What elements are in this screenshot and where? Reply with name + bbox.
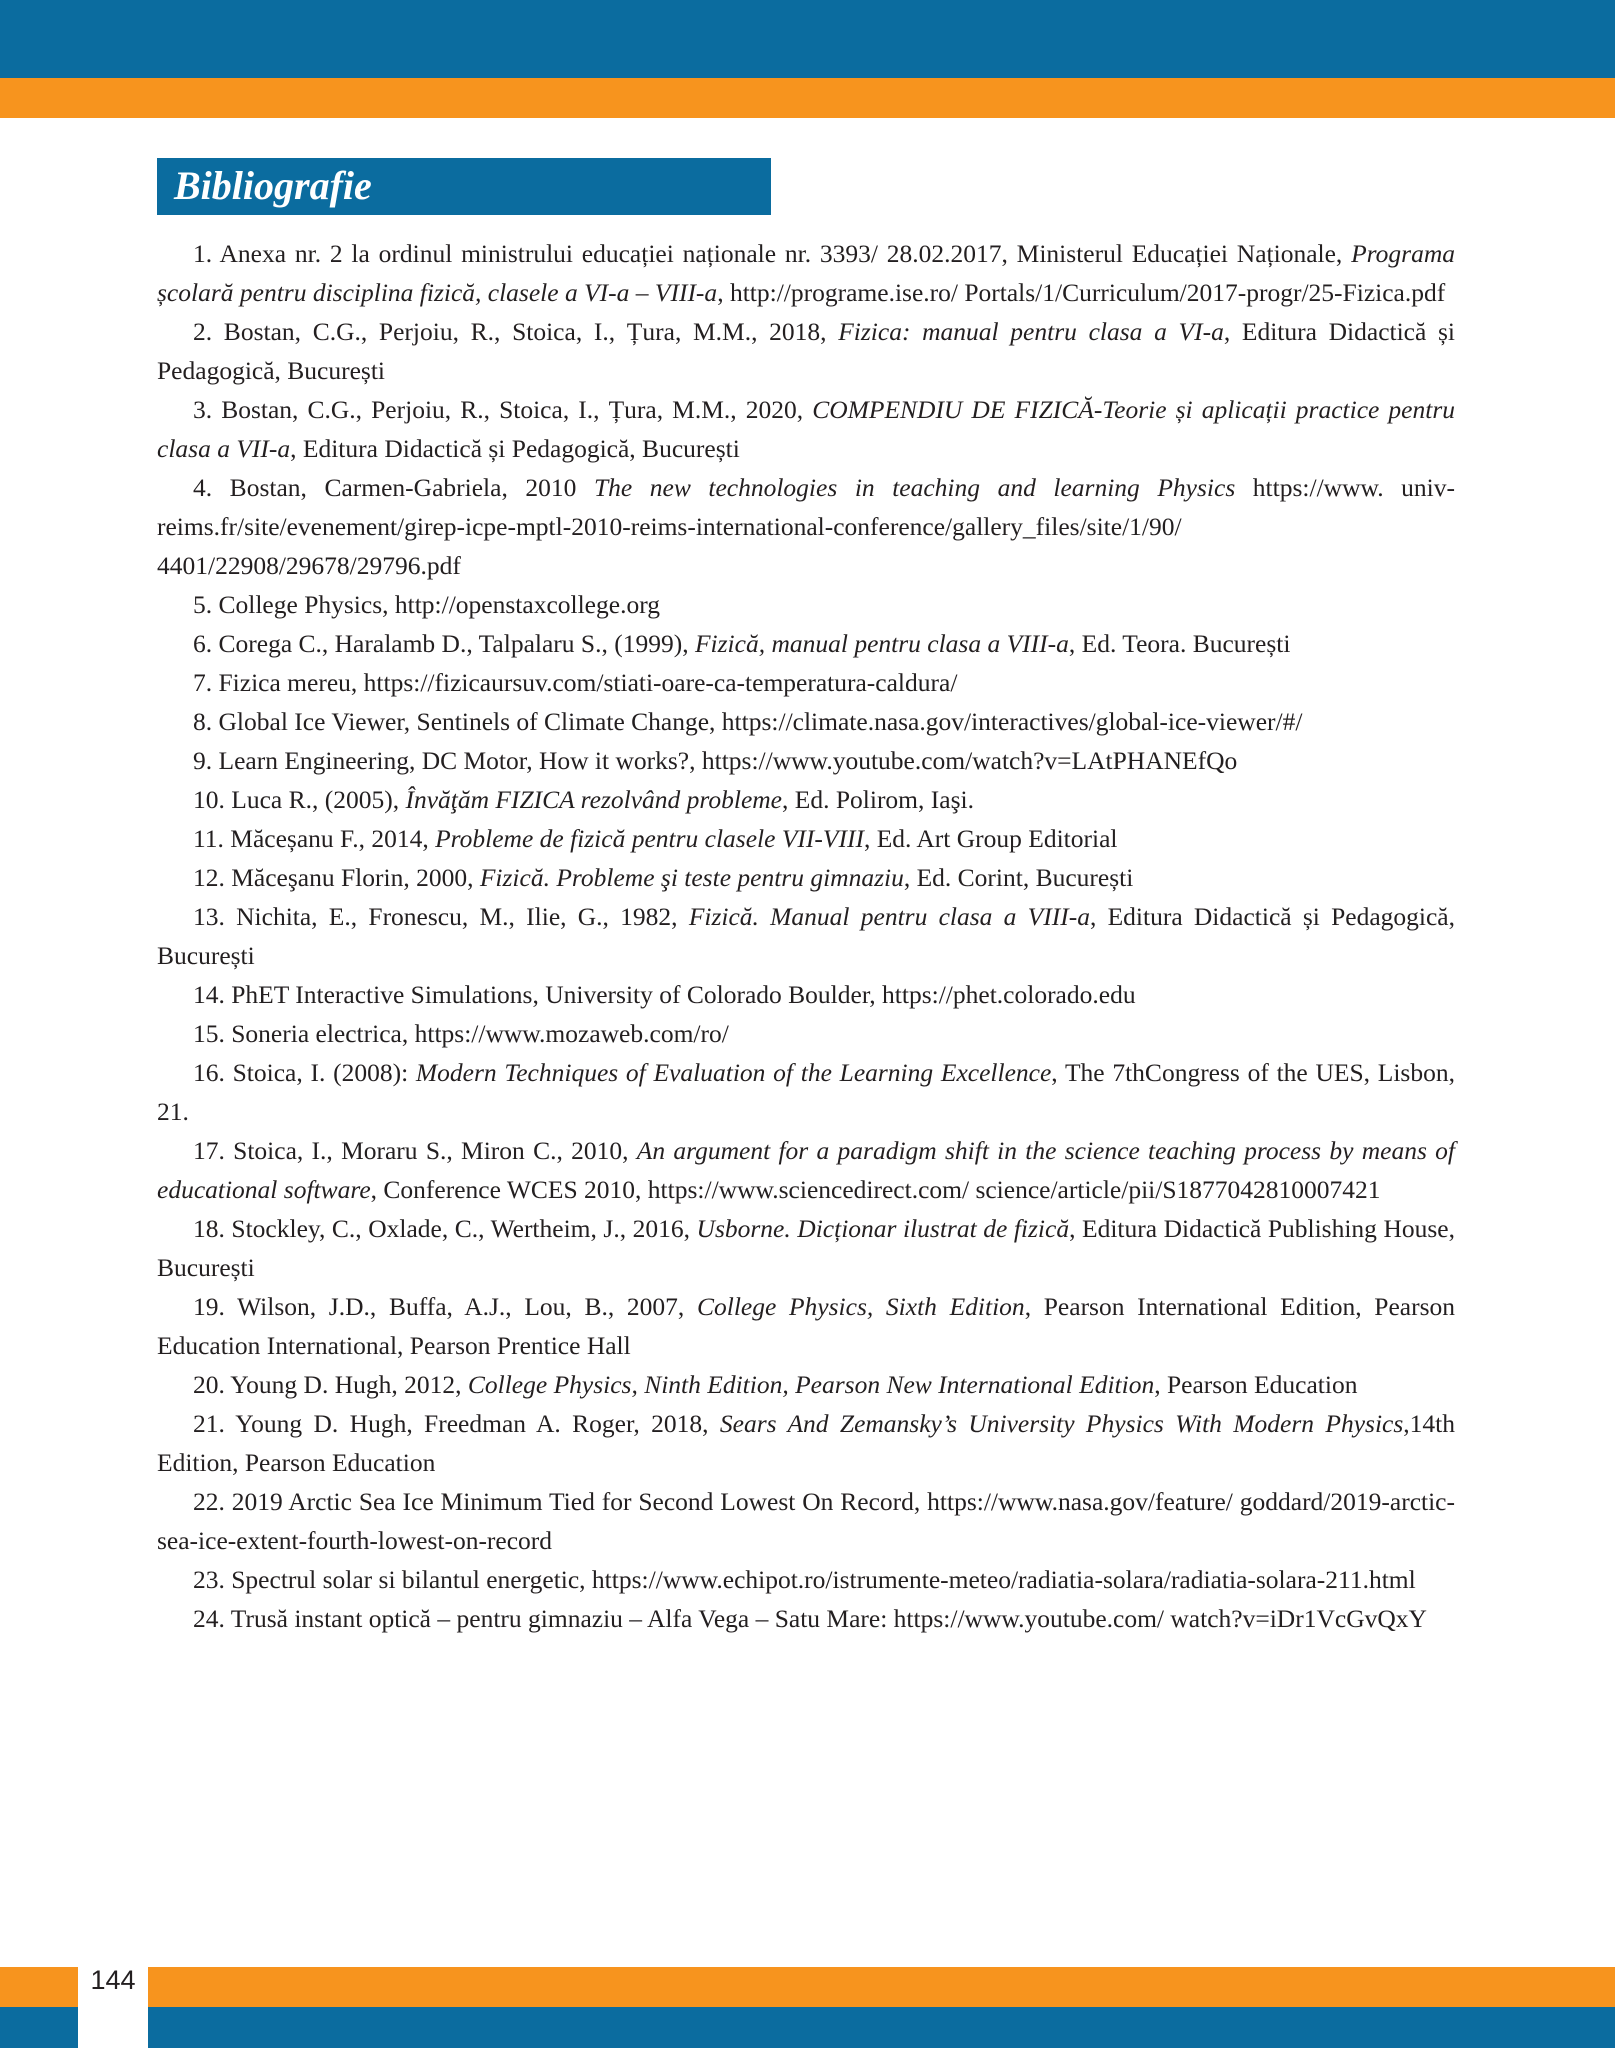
bibliography-entry — [157, 468, 1455, 585]
entry-title-italic: College Physics, Sixth Edition — [696, 1292, 1025, 1321]
entry-text: , Editura Didactică și Pedagogică, București — [157, 317, 1456, 385]
entry-text: 4. Bostan, Carmen-Gabriela, 2010 — [193, 473, 594, 502]
bibliography-entry — [157, 897, 1455, 975]
entry-text: 17. Stoica, I., Moraru S., Miron C., 2010, — [193, 1136, 637, 1165]
entry-title-italic: The new technologies in teaching and learning Physics — [593, 473, 1236, 502]
entry-text: 13. Nichita, E., Fronescu, M., Ilie, G., 1982, — [193, 902, 689, 931]
top-orange-band — [0, 78, 1615, 118]
entry-text: 16. Stoica, I. (2008): — [193, 1058, 416, 1087]
bibliography-entry — [157, 975, 1455, 1014]
entry-title-italic: Fizica: manual pentru clasa a VI-a — [838, 317, 1224, 346]
entry-title-italic: Fizică. Probleme şi teste pentru gimnaziu — [479, 863, 904, 892]
title-banner — [157, 158, 771, 215]
entry-text: 24. Trusă instant optică – pentru gimnaziu – Alfa Vega – Satu Mare: https://www.youtube.com/ watch?v=iDr1VcGvQxY — [193, 1604, 1427, 1633]
bibliography-entry — [157, 1209, 1455, 1287]
entry-text: 1. Anexa nr. 2 la ordinul ministrului educației naționale nr. 3393/ 28.02.2017, Ministerul Educației Naționale, — [193, 239, 1352, 268]
page-number-box — [78, 1957, 148, 2048]
entry-text: 19. Wilson, J.D., Buffa, A.J., Lou, B., 2007, — [193, 1292, 697, 1321]
bibliography-entry — [157, 741, 1455, 780]
bibliography-entry — [157, 1014, 1455, 1053]
entry-text: 21. Young D. Hugh, Freedman A. Roger, 2018, — [193, 1409, 720, 1438]
top-blue-band — [0, 0, 1615, 78]
entry-text: , Ed. Corint, București — [903, 863, 1134, 892]
entry-text: , The 7thCongress of the UES, Lisbon, 21. — [157, 1058, 1455, 1126]
entry-text: 6. Corega C., Haralamb D., Talpalaru S., (1999), — [193, 629, 695, 658]
entry-text: 9. Learn Engineering, DC Motor, How it works?, https://www.youtube.com/watch?v=LAtPHANEfQo — [193, 746, 1238, 775]
entry-text: , Editura Didactică și Pedagogică, București — [290, 434, 740, 463]
entry-title-italic: COMPENDIU DE FIZICĂ-Teorie și aplicații practice pentru clasa a VII-a — [157, 395, 1456, 463]
entry-text: 3. Bostan, C.G., Perjoiu, R., Stoica, I., Țura, M.M., 2020, — [193, 395, 813, 424]
page-number: 144 — [90, 1965, 136, 1995]
entry-text: , Ed. Art Group Editorial — [863, 824, 1118, 853]
bibliography-entry — [157, 1287, 1455, 1365]
entry-text: 11. Măceșanu F., 2014, — [193, 824, 436, 853]
entry-title-italic: Sears And Zemansky’s University Physics With Modern Physics — [719, 1409, 1404, 1438]
entry-title-italic: College Physics, Ninth Edition, Pearson New International Edition — [467, 1370, 1155, 1399]
entry-text: , http://programe.ise.ro/ Portals/1/Curriculum/2017-progr/25-Fizica.pdf — [717, 278, 1446, 307]
bibliography-entry — [157, 702, 1455, 741]
entry-text: 8. Global Ice Viewer, Sentinels of Climate Change, https://climate.nasa.gov/interactives/global-ice-viewer/#/ — [193, 707, 1303, 736]
bibliography-entry — [157, 234, 1455, 312]
bibliography-entry — [157, 858, 1455, 897]
entry-title-italic: Învăţăm FIZICA rezolvând probleme — [405, 785, 783, 814]
entry-text: , Ed. Polirom, Iaşi. — [782, 785, 974, 814]
bibliography-entry — [157, 390, 1455, 468]
bibliography-entry — [157, 585, 1455, 624]
entry-text: , Pearson International Edition, Pearson Education International, Pearson Prentice Hall — [157, 1292, 1455, 1360]
entry-title-italic: Fizică, manual pentru clasa a VIII-a — [694, 629, 1069, 658]
entry-text: ,14th Edition, Pearson Education — [157, 1409, 1455, 1477]
bibliography-entry — [157, 663, 1455, 702]
bottom-orange-band — [0, 1967, 1615, 2007]
bibliography-entry — [157, 312, 1455, 390]
bibliography-entry — [157, 1404, 1455, 1482]
entry-text: https://www. univ-reims.fr/site/evenement/girep-icpe-mptl-2010-reims-international-conference/gallery_files/site/1/90/ 4401/22908/29678/29796.pdf — [157, 473, 1456, 580]
entry-text: 20. Young D. Hugh, 2012, — [193, 1370, 468, 1399]
page-title: Bibliografie — [174, 163, 372, 208]
entry-text: 15. Soneria electrica, https://www.mozaweb.com/ro/ — [193, 1019, 729, 1048]
entry-text: 12. Măceşanu Florin, 2000, — [193, 863, 480, 892]
entry-text: 14. PhET Interactive Simulations, University of Colorado Boulder, https://phet.colorado.edu — [193, 980, 1136, 1009]
entry-text: 2. Bostan, C.G., Perjoiu, R., Stoica, I., Țura, M.M., 2018, — [193, 317, 839, 346]
entry-text: 7. Fizica mereu, https://fizicaursuv.com/stiati-oare-ca-temperatura-caldura/ — [193, 668, 958, 697]
bottom-blue-band — [0, 2007, 1615, 2048]
entry-title-italic: Usborne. Dicționar ilustrat de fizică — [696, 1214, 1070, 1243]
entry-text: 10. Luca R., (2005), — [193, 785, 406, 814]
entry-text: 23. Spectrul solar si bilantul energetic, https://www.echipot.ro/istrumente-meteo/radiatia-solara/radiatia-solara-211.html — [193, 1565, 1416, 1594]
bibliography-entry — [157, 624, 1455, 663]
entry-text: , Ed. Teora. București — [1068, 629, 1291, 658]
entry-title-italic: Probleme de fizică pentru clasele VII-VIII — [435, 824, 864, 853]
entry-text: 5. College Physics, http://openstaxcollege.org — [193, 590, 660, 619]
bibliography-entry — [157, 1053, 1455, 1131]
entry-text: , Conference WCES 2010, https://www.sciencedirect.com/ science/article/pii/S1877042810007421 — [370, 1175, 1381, 1204]
bibliography-entry — [157, 1599, 1455, 1638]
bibliography-list — [157, 234, 1455, 1638]
entry-title-italic: Modern Techniques of Evaluation of the Learning Excellence — [415, 1058, 1052, 1087]
bibliography-entry — [157, 1365, 1455, 1404]
entry-text: , Editura Didactică și Pedagogică, București — [157, 902, 1455, 970]
entry-text: , Editura Didactică Publishing House, București — [157, 1214, 1455, 1282]
bibliography-entry — [157, 1560, 1455, 1599]
bibliography-entry — [157, 1482, 1455, 1560]
entry-text: , Pearson Education — [1154, 1370, 1358, 1399]
bibliography-entry — [157, 1131, 1455, 1209]
bibliography-entry — [157, 819, 1455, 858]
entry-title-italic: An argument for a paradigm shift in the science teaching process by means of educational software — [157, 1136, 1455, 1204]
bibliography-entry — [157, 780, 1455, 819]
entry-title-italic: Programa școlară pentru disciplina fizică, clasele a VI-a – VIII-a — [157, 239, 1455, 307]
entry-title-italic: Fizică. Manual pentru clasa a VIII-a — [688, 902, 1090, 931]
entry-text: 18. Stockley, C., Oxlade, C., Wertheim, J., 2016, — [193, 1214, 697, 1243]
entry-text: 22. 2019 Arctic Sea Ice Minimum Tied for Second Lowest On Record, https://www.nasa.gov/feature/ goddard/2019-arctic-sea-ice-extent-fourth-lowest-on-record — [157, 1487, 1455, 1555]
